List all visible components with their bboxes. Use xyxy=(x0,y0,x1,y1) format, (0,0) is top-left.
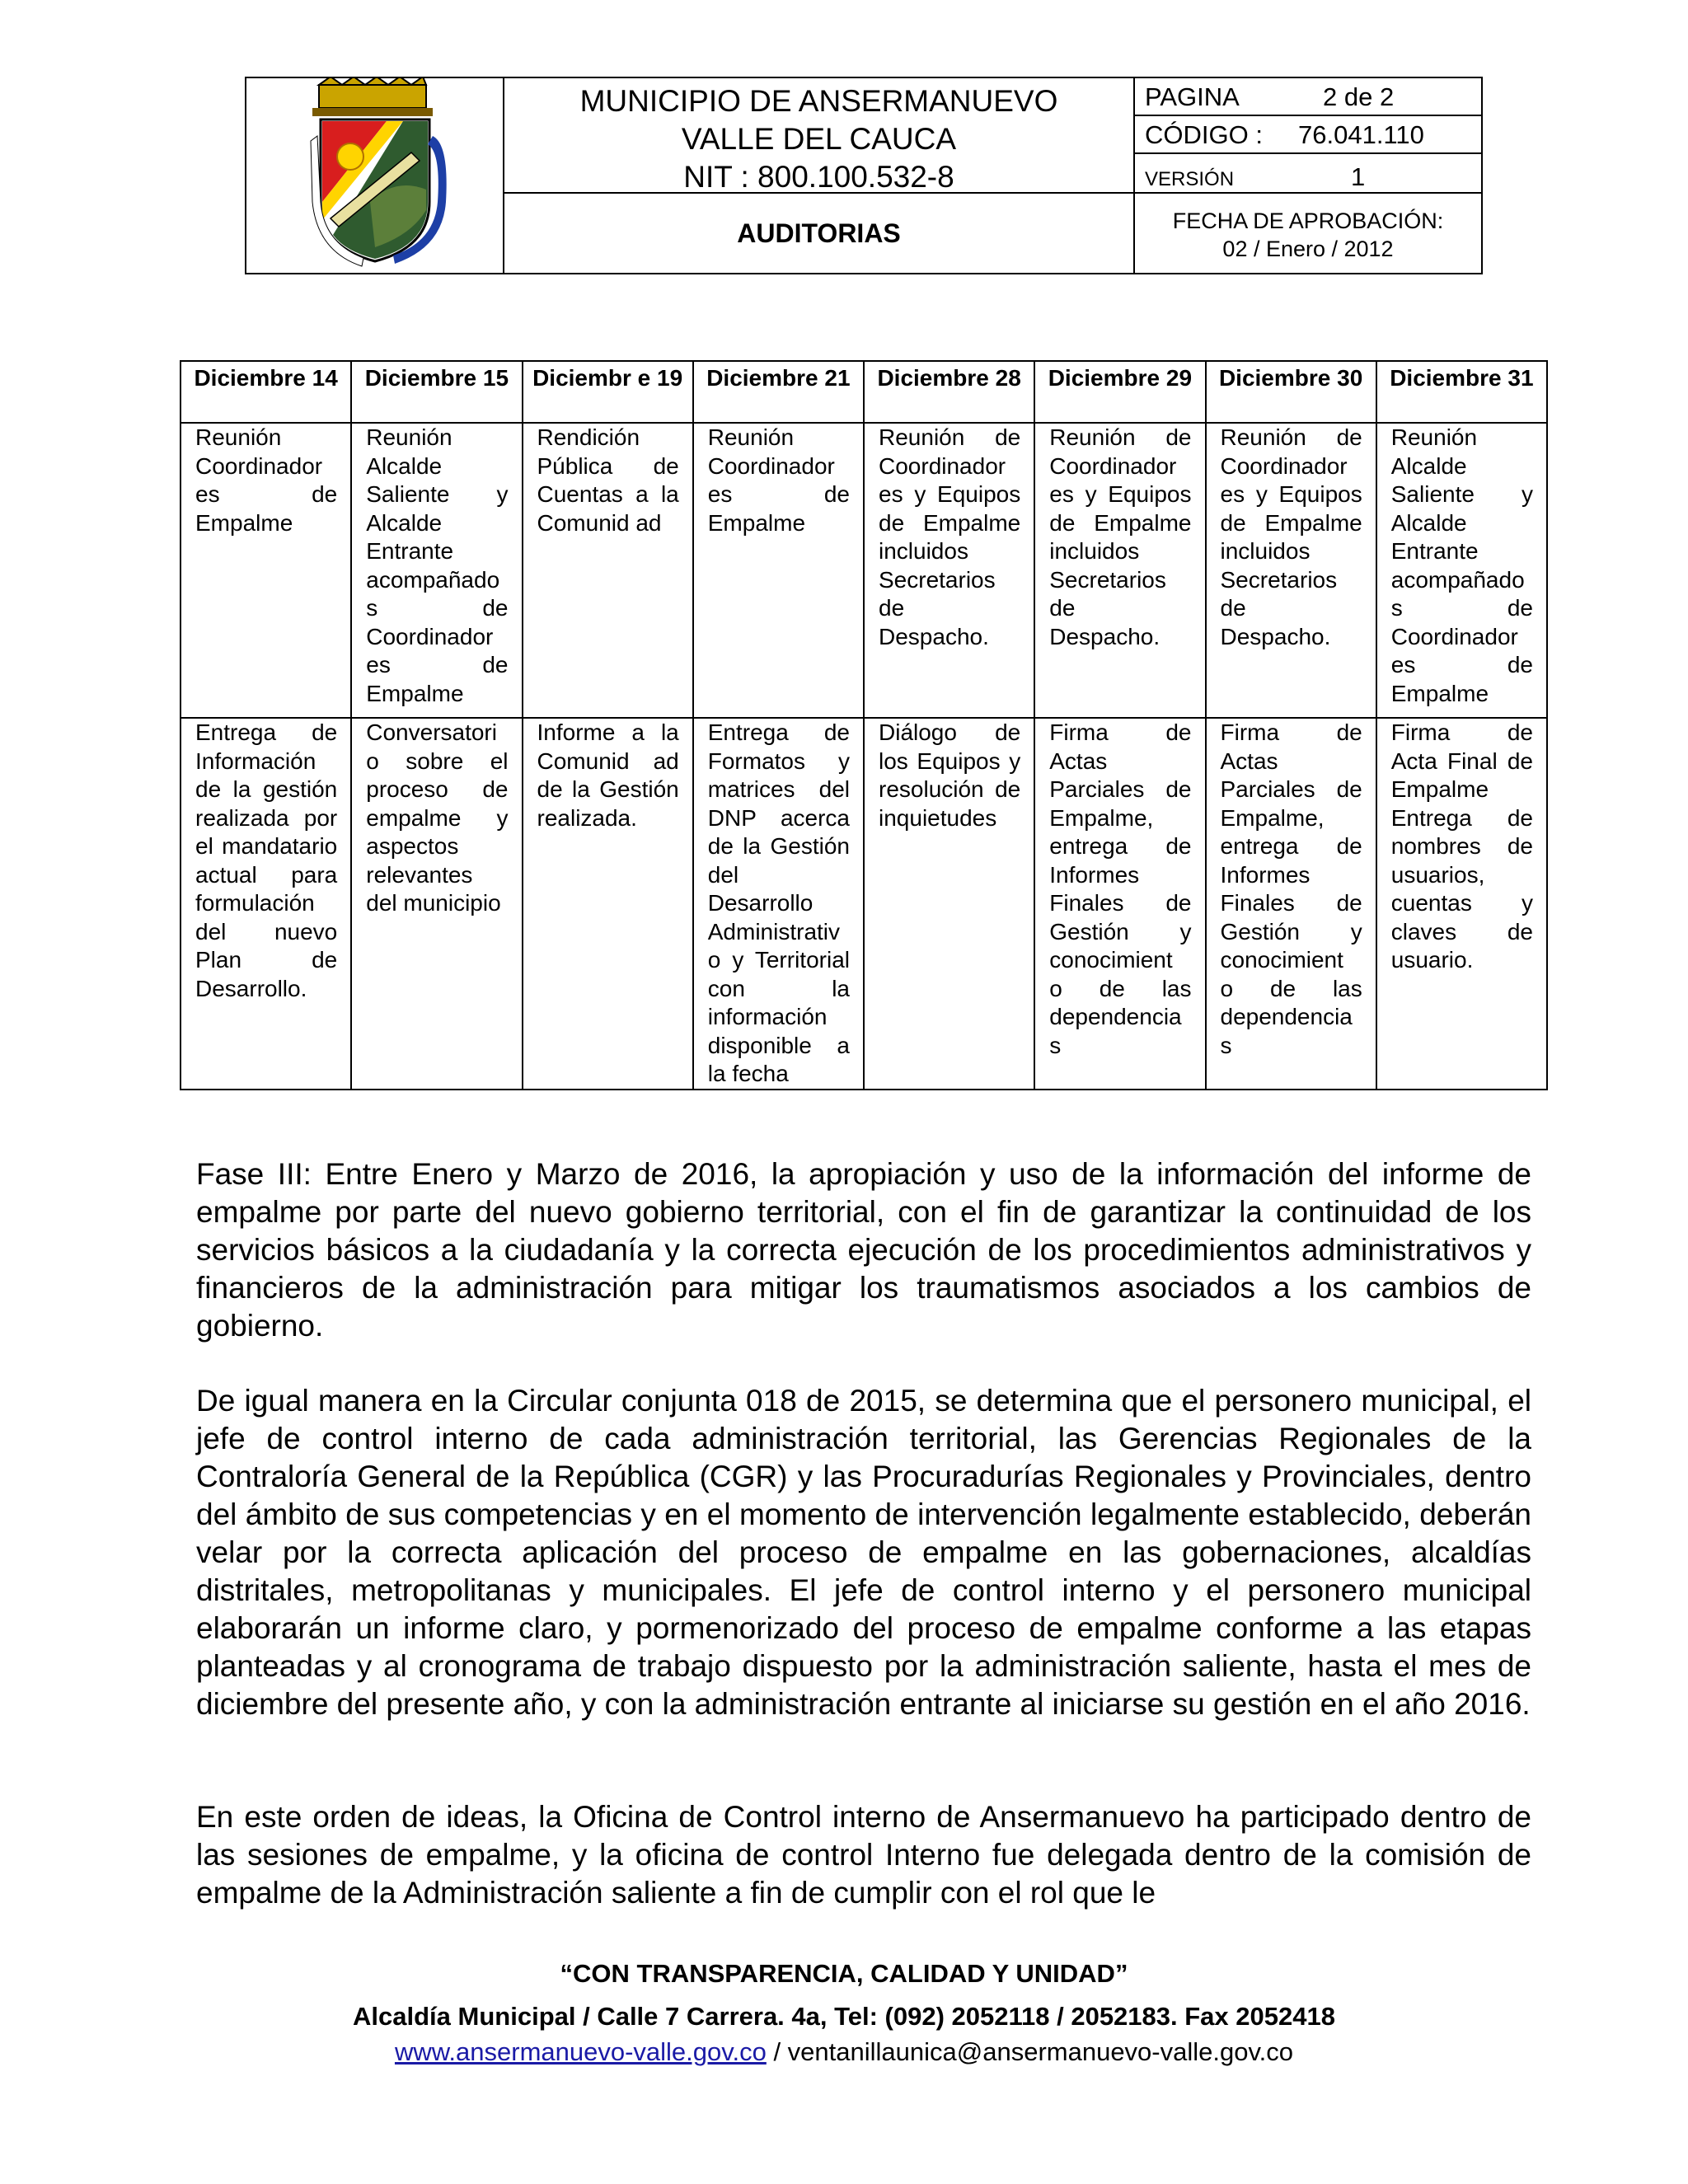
column-header: Diciembre 15 xyxy=(351,361,522,423)
table-cell: Informe a la Comunid ad de la Gestión realizada. xyxy=(523,718,693,1090)
approval-date-block xyxy=(1135,194,1481,273)
table-cell: Reunión de Coordinador es y Equipos de Empalme incluidos Secretarios de Despacho. xyxy=(1206,423,1376,718)
column-header: Diciembre 29 xyxy=(1034,361,1205,423)
table-cell: Firma de Actas Parciales de Empalme, entrega de Informes Finales de Gestión y conocimient o de las dependencia s xyxy=(1206,718,1376,1090)
paragraph-control-office: En este orden de ideas, la Oficina de Control interno de Ansermanuevo ha participado dentro de las sesiones de empalme, y la oficina de control Interno fue delegada dentro de la comisión de empalme de la Administración saliente a fin de cumplir con el rol que le xyxy=(196,1800,1531,1910)
version-label: VERSIÓN xyxy=(1145,168,1235,190)
version-value: 1 xyxy=(1351,162,1366,191)
approval-date: 02 / Enero / 2012 xyxy=(1222,237,1394,261)
footer-address: Alcaldía Municipal / Calle 7 Carrera. 4a, Tel: (092) 2052118 / 2052183. Fax 2052418 xyxy=(353,2002,1335,2031)
section-title: AUDITORIAS xyxy=(504,194,1135,273)
column-header: Diciembre 21 xyxy=(693,361,864,423)
table-row-activities xyxy=(181,718,1547,1090)
page-label: PAGINA xyxy=(1145,82,1240,111)
table-cell: Firma de Acta Final de Empalme Entrega de nombres de usuarios, cuentas y claves de usuario. xyxy=(1376,718,1547,1090)
table-cell: Conversatori o sobre el proceso de empalme y aspectos relevantes del municipio xyxy=(351,718,522,1090)
table-cell: Rendición Pública de Cuentas a la Comunid ad xyxy=(523,423,693,718)
website-link[interactable]: www.ansermanuevo-valle.gov.co xyxy=(394,2037,767,2066)
approval-label: FECHA DE APROBACIÓN: xyxy=(1172,209,1444,233)
schedule-table xyxy=(180,360,1548,1090)
table-cell: Reunión Alcalde Saliente y Alcalde Entrante acompañado s de Coordinador es de Empalme xyxy=(1376,423,1547,718)
code-row xyxy=(1135,116,1481,154)
table-cell: Reunión de Coordinador es y Equipos de Empalme incluidos Secretarios de Despacho. xyxy=(864,423,1034,718)
email-address: ventanillaunica@ansermanuevo-valle.gov.co xyxy=(787,2037,1294,2066)
column-header: Diciembre 31 xyxy=(1376,361,1547,423)
paragraph-circular: De igual manera en la Circular conjunta 018 de 2015, se determina que el personero municipal, el jefe de control interno de cada administración territorial, las Gerencias Regionales de la Contraloría General de la República (CGR) y las Procuradurías Regionales y Provinciales, dentro del ámbito de sus competencias y en el momento de intervención legalmente establecido, deberán velar por la correcta aplicación del proceso de empalme en las gobernaciones, alcaldías distritales, metropolitanas y municipales. El jefe de control interno y el personero municipal elaborarán un informe claro, y pormenorizado del proceso de empalme conforme a las etapas planteadas y al cronograma de trabajo dispuesto por la administración saliente, hasta el mes de diciembre del presente año, y con la administración entrante al iniciarse su gestión en el año 2016. xyxy=(196,1384,1531,1721)
table-cell: Reunión Coordinador es de Empalme xyxy=(693,423,864,718)
page-number-row xyxy=(1135,78,1481,116)
contact-separator: / xyxy=(766,2037,788,2066)
code-value: 76.041.110 xyxy=(1298,120,1424,149)
table-cell: Reunión de Coordinador es y Equipos de Empalme incluidos Secretarios de Despacho. xyxy=(1034,423,1205,718)
paragraph-phase-three: Fase III: Entre Enero y Marzo de 2016, la apropiación y uso de la información del informe de empalme por parte del nuevo gobierno territorial, con el fin de garantizar la continuidad de los servicios básicos a la ciudadanía y la correcta ejecución de los procedimientos administrativos y financieros de la administración para mitigar los traumatismos asociados a los cambios de gobierno. xyxy=(196,1157,1531,1343)
column-header: Diciembr e 19 xyxy=(523,361,693,423)
code-label: CÓDIGO : xyxy=(1145,120,1263,149)
department-name: VALLE DEL CAUCA xyxy=(681,122,957,156)
table-cell: Entrega de Formatos y matrices del DNP acerca de la Gestión del Desarrollo Administrativ o y Territorial con la información disponible a la fecha xyxy=(693,718,864,1090)
column-header: Diciembre 28 xyxy=(864,361,1034,423)
footer-motto: “CON TRANSPARENCIA, CALIDAD Y UNIDAD” xyxy=(560,1959,1128,1988)
logo-cell xyxy=(246,78,504,273)
table-cell: Entrega de Información de la gestión realizada por el mandatario actual para formulación del nuevo Plan de Desarrollo. xyxy=(181,718,351,1090)
column-header: Diciembre 30 xyxy=(1206,361,1376,423)
version-row xyxy=(1135,154,1481,194)
table-row-meetings xyxy=(181,423,1547,718)
municipality-name: MUNICIPIO DE ANSERMANUEVO xyxy=(579,84,1058,118)
table-cell: Firma de Actas Parciales de Empalme, entrega de Informes Finales de Gestión y conocimient o de las dependencia s xyxy=(1034,718,1205,1090)
table-cell: Diálogo de los Equipos y resolución de inquietudes xyxy=(864,718,1034,1090)
page-value: 2 de 2 xyxy=(1323,82,1395,111)
municipal-coat-of-arms-icon xyxy=(288,78,461,273)
table-header-row xyxy=(181,361,1547,423)
document-header xyxy=(245,77,1483,274)
table-cell: Reunión Coordinador es de Empalme xyxy=(181,423,351,718)
column-header: Diciembre 14 xyxy=(181,361,351,423)
footer-contact xyxy=(0,2037,1688,2067)
table-cell: Reunión Alcalde Saliente y Alcalde Entrante acompañado s de Coordinador es de Empalme xyxy=(351,423,522,718)
nit-number: NIT : 800.100.532-8 xyxy=(683,160,954,194)
header-title-block xyxy=(504,78,1135,194)
